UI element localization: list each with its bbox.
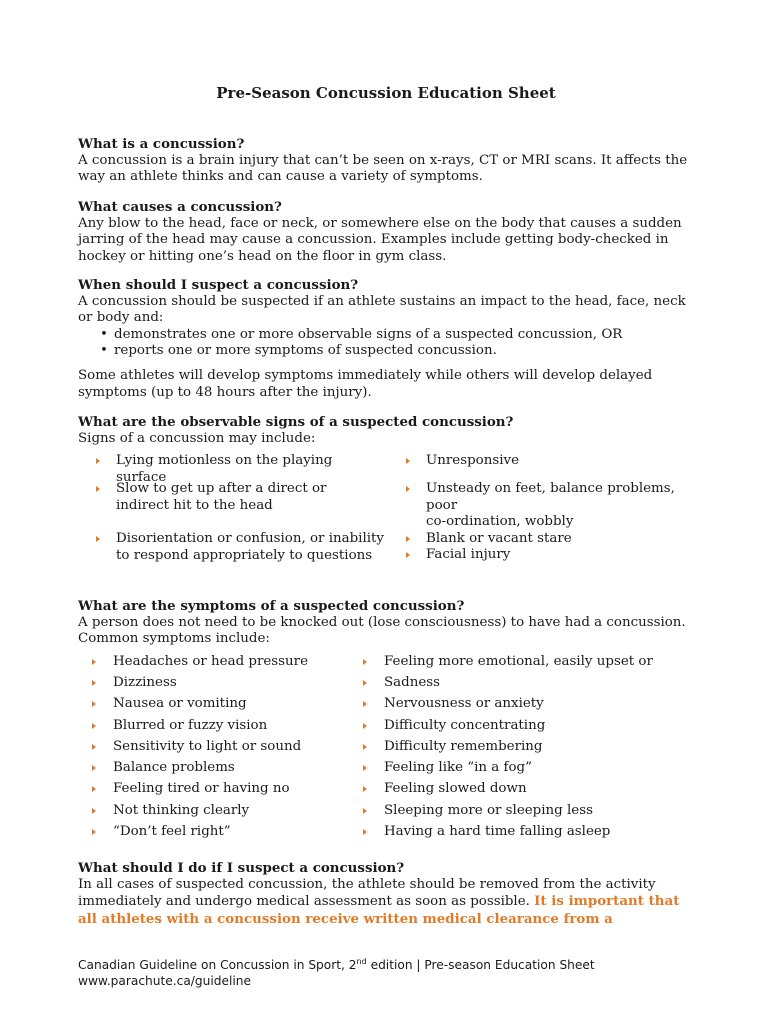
section-body: Signs of a concussion may include: — [78, 430, 316, 446]
list-item: Sadness — [363, 675, 683, 692]
arrow-bullet-icon — [92, 723, 96, 729]
section-heading: What causes a concussion? — [78, 199, 282, 215]
list-item: • reports one or more symptoms of suspected concussion. — [100, 343, 694, 360]
list-item: Nausea or vomiting — [92, 696, 342, 713]
section-what-to-do — [78, 860, 694, 928]
list-item: Lying motionless on the playing surface — [96, 453, 366, 471]
section-heading: What is a concussion? — [78, 136, 245, 152]
arrow-bullet-icon — [406, 552, 410, 558]
list-item: Difficulty remembering — [363, 739, 683, 756]
arrow-bullet-icon — [406, 458, 410, 464]
footer-url: www.parachute.ca/guideline — [78, 974, 251, 988]
list-item: Slow to get up after a direct or indirect hit to the head — [96, 481, 366, 514]
arrow-bullet-icon — [96, 536, 100, 542]
list-item: Having a hard time falling asleep — [363, 824, 683, 841]
arrow-bullet-icon — [96, 458, 100, 464]
arrow-bullet-icon — [363, 659, 367, 665]
arrow-bullet-icon — [92, 659, 96, 665]
list-item: Disorientation or confusion, or inability to respond appropriately to questions — [96, 531, 386, 564]
list-item: Blurred or fuzzy vision — [92, 718, 342, 735]
list-item: Dizziness — [92, 675, 342, 692]
list-item: Facial injury — [406, 547, 696, 564]
arrow-bullet-icon — [92, 829, 96, 835]
arrow-bullet-icon — [363, 786, 367, 792]
arrow-bullet-icon — [92, 808, 96, 814]
section-when-suspect — [78, 277, 694, 360]
arrow-bullet-icon — [363, 744, 367, 750]
list-item: Sensitivity to light or sound — [92, 739, 342, 756]
section-heading: What should I do if I suspect a concussion? — [78, 860, 405, 876]
section-signs — [78, 414, 694, 447]
page-title: Pre-Season Concussion Education Sheet — [216, 84, 556, 102]
section-heading: When should I suspect a concussion? — [78, 277, 359, 293]
list-item: Blank or vacant stare — [406, 531, 696, 548]
bullet-list — [78, 327, 694, 360]
section-body: In all cases of suspected concussion, the athlete should be removed from the activity immediately and undergo medical assessment as soon as possible. It is important that all athletes with a concussion receive written medical clearance from a — [78, 876, 680, 927]
list-item: Sleeping more or sleeping less — [363, 803, 683, 820]
page-footer — [78, 957, 698, 989]
emphasis-text: It is important that all athletes with a concussion receive written medical clearance from a — [78, 893, 680, 927]
arrow-bullet-icon — [363, 765, 367, 771]
arrow-bullet-icon — [363, 701, 367, 707]
list-item: Feeling tired or having no — [92, 781, 342, 798]
arrow-bullet-icon — [92, 680, 96, 686]
section-body: A person does not need to be knocked out (lose consciousness) to have had a concussion. Common symptoms include: — [78, 614, 686, 646]
section-heading: What are the symptoms of a suspected concussion? — [78, 598, 465, 614]
section-body: A concussion should be suspected if an athlete sustains an impact to the head, face, neck or body and: — [78, 293, 686, 325]
arrow-bullet-icon — [92, 786, 96, 792]
list-item: Nervousness or anxiety — [363, 696, 683, 713]
arrow-bullet-icon — [363, 808, 367, 814]
arrow-bullet-icon — [92, 765, 96, 771]
section-symptoms — [78, 598, 694, 648]
list-item-continued: co-ordination, wobbly — [426, 514, 574, 529]
list-item: Feeling slowed down — [363, 781, 683, 798]
list-item: Not thinking clearly — [92, 803, 342, 820]
arrow-bullet-icon — [406, 536, 410, 542]
list-item: Headaches or head pressure — [92, 654, 342, 671]
arrow-bullet-icon — [363, 723, 367, 729]
arrow-bullet-icon — [406, 486, 410, 492]
section-what-is — [78, 136, 694, 186]
section-body: A concussion is a brain injury that can’t be seen on x-rays, CT or MRI scans. It affects the way an athlete thinks and can cause a variety of symptoms. — [78, 152, 688, 184]
section-note — [78, 368, 694, 401]
list-item: “Don’t feel right” — [92, 824, 342, 841]
arrow-bullet-icon — [363, 829, 367, 835]
section-causes — [78, 199, 694, 265]
section-note-text: Some athletes will develop symptoms immediately while others will develop delayed symptoms (up to 48 hours after the injury). — [78, 368, 653, 400]
footer-citation: Canadian Guideline on Concussion in Sport, 2nd edition | Pre-season Education Sheet — [78, 956, 595, 972]
list-item: Difficulty concentrating — [363, 718, 683, 735]
arrow-bullet-icon — [363, 680, 367, 686]
list-item: Unresponsive — [406, 453, 696, 470]
section-body: Any blow to the head, face or neck, or somewhere else on the body that causes a sudden jarring of the head may cause a concussion. Examples include getting body-checked in hockey or hitting one’s head on the floor in gym class. — [78, 215, 682, 264]
arrow-bullet-icon — [96, 486, 100, 492]
list-item: Balance problems — [92, 760, 342, 777]
list-item: Feeling like “in a fog” — [363, 760, 683, 777]
list-item: Feeling more emotional, easily upset or — [363, 654, 683, 671]
arrow-bullet-icon — [92, 701, 96, 707]
arrow-bullet-icon — [92, 744, 96, 750]
list-item: • demonstrates one or more observable signs of a suspected concussion, OR — [100, 327, 694, 344]
section-heading: What are the observable signs of a suspected concussion? — [78, 414, 514, 430]
list-item: Unsteady on feet, balance problems, poor — [406, 481, 696, 514]
